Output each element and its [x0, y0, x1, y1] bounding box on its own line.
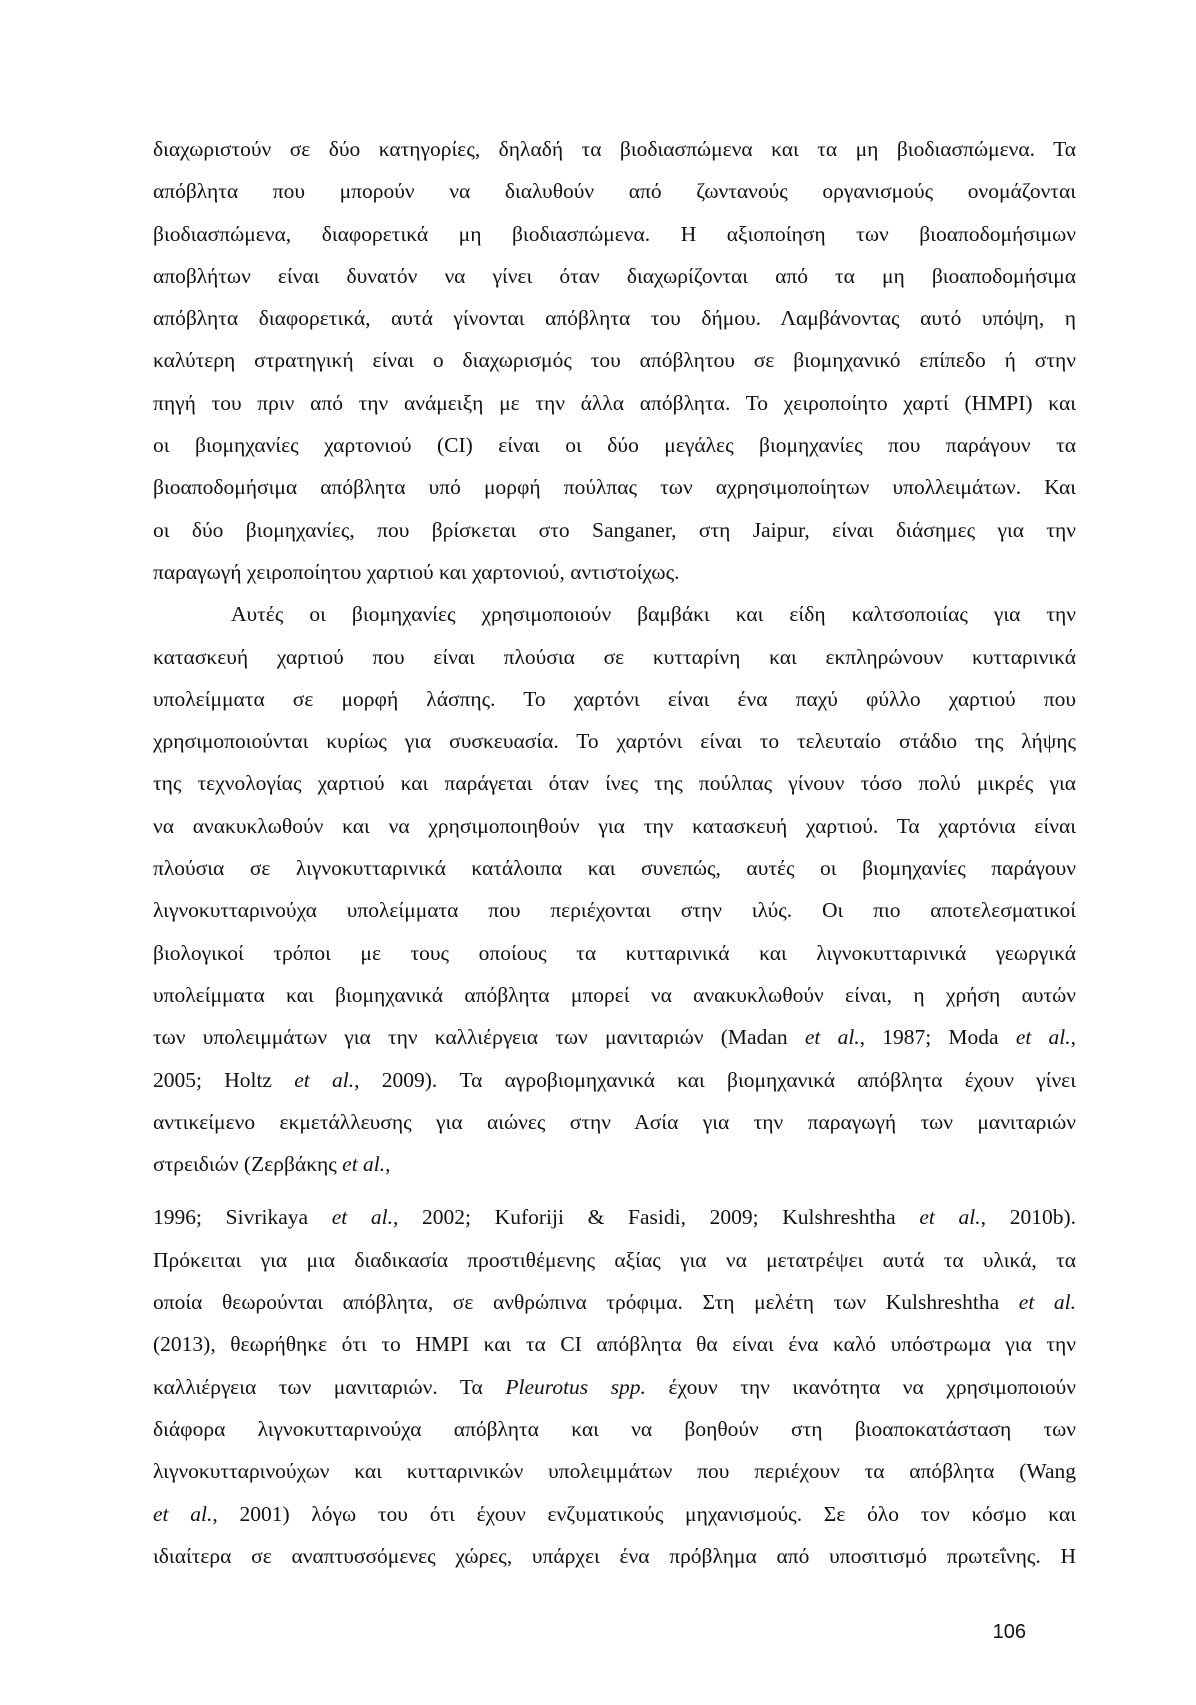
text-segment: 1996; Sivrikaya [153, 1205, 309, 1230]
text-line: βιοαποδομήσιμα απόβλητα υπό μορφή πούλπας των αχρησιμοποίητων υπολλειμάτων. Και [153, 475, 1076, 500]
text-line [153, 1366, 1076, 1408]
text-line: πηγή του πριν από την ανάμειξη με την άλλα απόβλητα. Το χειροποίητο χαρτί (HMPI) και [153, 390, 1076, 415]
text-segment: , [385, 1152, 391, 1177]
text-segment: καλλιέργεια των μανιταριών. Τα [153, 1374, 483, 1399]
text-line: υπολείμματα και βιομηχανικά απόβλητα μπορεί να ανακυκλωθούν είναι, η χρήση αυτών [153, 982, 1076, 1007]
text-segment: , [1070, 1025, 1077, 1050]
text-line: πλούσια σε λιγνοκυτταρινικά κατάλοιπα και συνεπώς, αυτές οι βιομηχανίες παράγουν [153, 856, 1076, 881]
text-line [153, 1143, 1076, 1185]
text-line: οι δύο βιομηχανίες, που βρίσκεται στο Sanganer, στη Jaipur, είναι διάσημες για την [153, 517, 1076, 542]
text-segment: στρειδιών (Ζερβάκης [153, 1152, 337, 1177]
citation-etal: et al. [294, 1067, 355, 1092]
text-segment: , 2009). Τα αγροβιομηχανικά και βιομηχανικά απόβλητα έχουν γίνει [354, 1067, 1076, 1092]
text-line: ιδιαίτερα σε αναπτυσσόμενες χώρες, υπάρχει ένα πρόβλημα από υποσιτισμό πρωτεΐνης. Η [153, 1543, 1076, 1568]
text-line: διαχωριστούν σε δύο κατηγορίες, δηλαδή τα βιοδιασπώμενα και τα μη βιοδιασπώμενα. Τα [153, 137, 1076, 161]
text-line: κατασκευή χαρτιού που είναι πλούσια σε κυτταρίνη και εκπληρώνουν κυτταρινικά [153, 644, 1076, 669]
text-segment: έχουν την ικανότητα να χρησιμοποιούν [668, 1374, 1076, 1399]
text-line: παραγωγή χειροποίητου χαρτιού και χαρτονιού, αντιστοίχως. [153, 559, 680, 584]
text-line: αντικείμενο εκμετάλλευσης για αιώνες στην Ασία για την παραγωγή των μανιταριών [153, 1109, 1076, 1134]
text-line: διάφορα λιγνοκυτταρινούχα απόβλητα και να βοηθούν στη βιοαποκατάσταση των [153, 1416, 1076, 1441]
text-line [153, 1493, 1076, 1535]
text-line: απόβλητα που μπορούν να διαλυθούν από ζωντανούς οργανισμούς ονομάζονται [153, 179, 1076, 204]
text-line: βιολογικοί τρόποι με τους οποίους τα κυτταρινικά και λιγνοκυτταρινικά γεωργικά [153, 940, 1076, 965]
species-name: Pleurotus spp. [505, 1374, 646, 1399]
citation-etal: et al. [1015, 1025, 1071, 1050]
text-line: Αυτές οι βιομηχανίες χρησιμοποιούν βαμβάκι και είδη καλτσοποιίας για την [231, 602, 1076, 627]
citation-etal: et al. [153, 1501, 213, 1526]
text-segment: οποία θεωρούνται απόβλητα, σε ανθρώπινα τρόφιμα. Στη μελέτη των Kulshreshtha [153, 1290, 1000, 1315]
text-segment: , 2010b). [980, 1205, 1076, 1230]
text-segment: , 2001) λόγω του ότι έχουν ενζυματικούς μηχανισμούς. Σε όλο τον κόσμο και [212, 1501, 1076, 1526]
text-line: (2013), θεωρήθηκε ότι το HMPI και τα CI απόβλητα θα είναι ένα καλό υπόστρωμα για την [153, 1332, 1076, 1357]
citation-etal: et al. [342, 1152, 386, 1177]
text-line [153, 1059, 1076, 1101]
text-segment: , 1987; Moda [859, 1025, 999, 1050]
text-line [153, 1281, 1076, 1323]
text-line: λιγνοκυτταρινούχων και κυτταρινικών υπολειμμάτων που περιέχουν τα απόβλητα (Wang [153, 1459, 1076, 1484]
citation-etal: et al. [804, 1025, 860, 1050]
citation-etal: et al. [331, 1205, 393, 1230]
text-segment: 2005; Holtz [153, 1067, 272, 1092]
page-number: 106 [992, 1621, 1026, 1643]
text-line: λιγνοκυτταρινούχα υπολείμματα που περιέχονται στην ιλύς. Οι πιο αποτελεσματικοί [153, 898, 1076, 923]
text-line: οι βιομηχανίες χαρτονιού (CI) είναι οι δύο μεγάλες βιομηχανίες που παράγουν τα [153, 433, 1076, 458]
text-line: καλύτερη στρατηγική είναι ο διαχωρισμός του απόβλητου σε βιομηχανικό επίπεδο ή στην [153, 348, 1076, 373]
text-line [153, 1196, 1076, 1238]
text-segment: των υπολειμμάτων για την καλλιέργεια των μανιταριών (Madan [153, 1025, 788, 1050]
text-segment: , 2002; Kuforiji & Fasidi, 2009; Kulshreshtha [393, 1205, 896, 1230]
citation-etal: et al. [919, 1205, 981, 1230]
text-line: βιοδιασπώμενα, διαφορετικά μη βιοδιασπώμενα. Η αξιοποίηση των βιοαποδομήσιμων [153, 221, 1076, 246]
text-line: να ανακυκλωθούν και να χρησιμοποιηθούν για την κατασκευή χαρτιού. Τα χαρτόνια είναι [153, 813, 1076, 838]
citation-etal: et al. [1018, 1290, 1076, 1315]
text-line: Πρόκειται για μια διαδικασία προστιθέμενης αξίας για να μετατρέψει αυτά τα υλικά, τα [153, 1247, 1076, 1272]
page-body [153, 128, 1076, 1577]
text-line: της τεχνολογίας χαρτιού και παράγεται όταν ίνες της πούλπας γίνουν τόσο πολύ μικρές για [153, 771, 1076, 796]
text-line: χρησιμοποιούνται κυρίως για συσκευασία. Το χαρτόνι είναι το τελευταίο στάδιο της λήψης [153, 729, 1076, 754]
text-line: απόβλητα διαφορετικά, αυτά γίνονται απόβλητα του δήμου. Λαμβάνοντας αυτό υπόψη, η [153, 306, 1076, 331]
text-line: αποβλήτων είναι δυνατόν να γίνει όταν διαχωρίζονται από τα μη βιοαποδομήσιμα [153, 263, 1076, 288]
text-line [153, 1016, 1076, 1058]
text-line: υπολείμματα σε μορφή λάσπης. Το χαρτόνι είναι ένα παχύ φύλλο χαρτιού που [153, 686, 1076, 711]
